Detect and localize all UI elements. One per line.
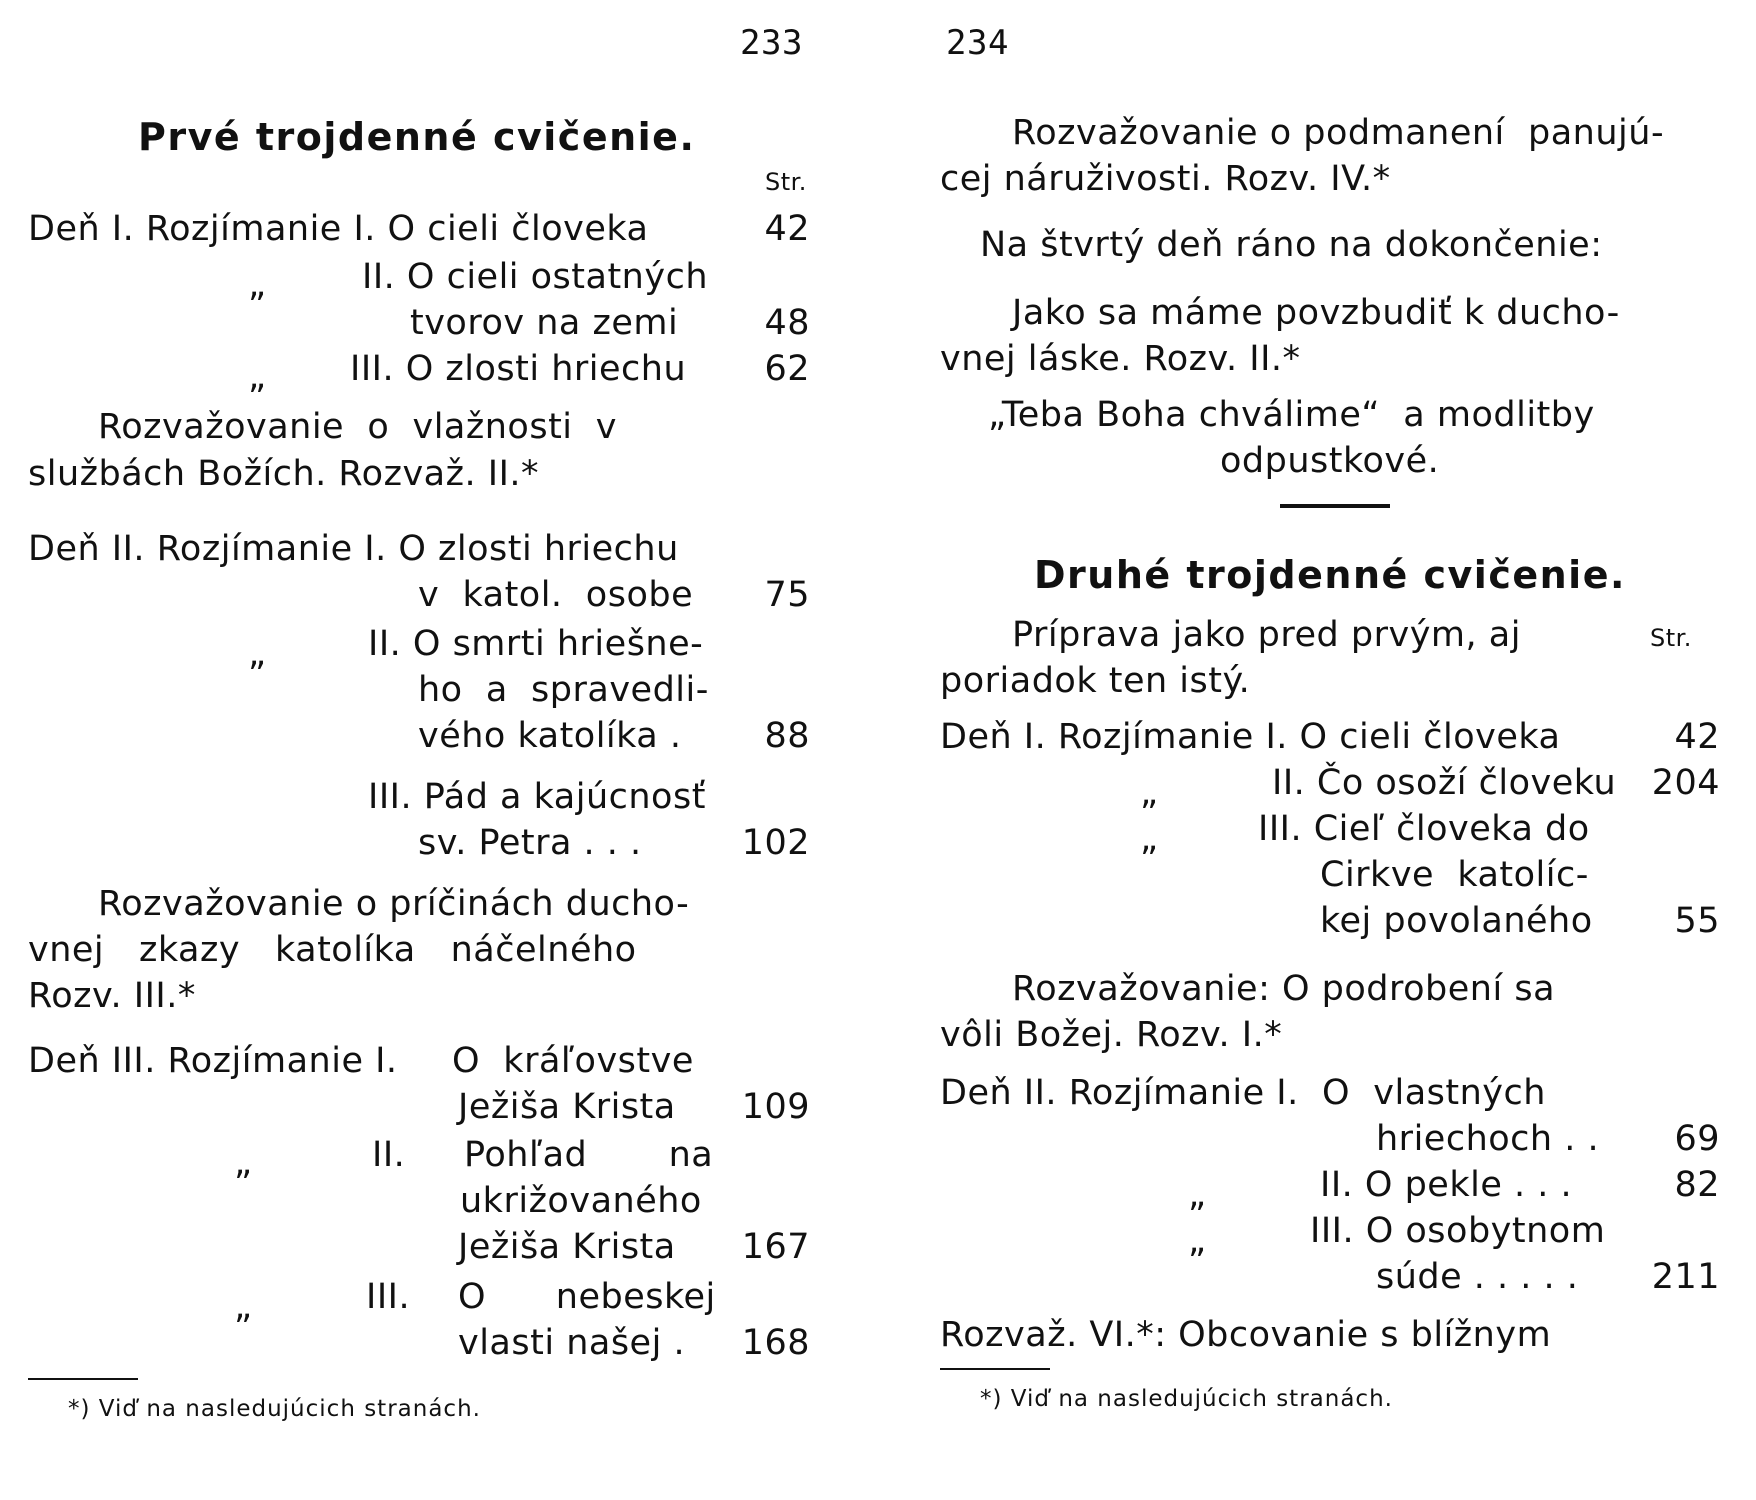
right-page-number: 234 <box>946 23 1009 63</box>
toc-line: II. O pekle . . . <box>1320 1165 1573 1205</box>
toc-line: Rozv. III.* <box>28 976 196 1016</box>
ditto-mark: „ <box>248 265 267 305</box>
toc-line: II. Čo osoží človeku <box>1272 763 1617 803</box>
toc-line: Deň II. Rozjímanie I. O vlastných <box>940 1073 1546 1113</box>
toc-line: III. O osobytnom <box>1310 1211 1606 1251</box>
toc-line: Deň III. Rozjímanie I. <box>28 1041 398 1081</box>
ditto-mark: „ <box>248 634 267 674</box>
toc-line: Na štvrtý deň ráno na dokončenie: <box>980 225 1603 265</box>
ditto-mark: „ <box>234 1287 253 1327</box>
toc-line: cej náruživosti. Rozv. IV.* <box>940 159 1391 199</box>
toc-line: sv. Petra . . . <box>418 823 642 863</box>
toc-line: „Teba Boha chválime“ a modlitby <box>988 395 1595 435</box>
toc-line: Rozvažovanie: O podrobení sa <box>1012 969 1556 1009</box>
footnote-rule <box>28 1378 138 1380</box>
right-heading: Druhé trojdenné cvičenie. <box>1034 553 1626 597</box>
right-footnote: *) Viď na nasledujúcich stranách. <box>980 1386 1393 1412</box>
toc-line: vôli Božej. Rozv. I.* <box>940 1015 1283 1055</box>
toc-line: Rozvažovanie o príčinách ducho- <box>98 884 690 924</box>
toc-page-number: 69 <box>1674 1119 1720 1159</box>
toc-line: vlasti našej . <box>458 1323 686 1363</box>
toc-page-number: 75 <box>764 575 810 615</box>
left-page-number: 233 <box>740 23 803 63</box>
toc-page-number: 55 <box>1674 901 1720 941</box>
toc-line: vnej láske. Rozv. II.* <box>940 339 1301 379</box>
footnote-rule <box>940 1368 1050 1370</box>
toc-page-number: 62 <box>764 349 810 389</box>
right-str-label: Str. <box>1650 624 1692 652</box>
toc-line: odpustkové. <box>1220 441 1440 481</box>
toc-line: Deň I. Rozjímanie I. O cieli človeka <box>940 717 1561 757</box>
toc-page-number: 42 <box>764 209 810 249</box>
toc-line: tvorov na zemi <box>410 303 679 343</box>
toc-line: Ježiša Krista <box>458 1227 676 1267</box>
toc-page-number: 168 <box>741 1323 810 1363</box>
toc-line: službách Božích. Rozvaž. II.* <box>28 454 540 494</box>
toc-line: III. Cieľ človeka do <box>1258 809 1590 849</box>
toc-line: Jako sa máme povzbudiť k ducho- <box>1012 293 1620 333</box>
toc-page-number: 42 <box>1674 717 1720 757</box>
left-str-label: Str. <box>765 168 807 196</box>
toc-line: O nebeskej <box>458 1277 716 1317</box>
ditto-mark: „ <box>1140 773 1159 813</box>
toc-line: Ježiša Krista <box>458 1087 676 1127</box>
toc-line: Pohľad na <box>464 1135 714 1175</box>
toc-line: poriadok ten istý. <box>940 661 1251 701</box>
toc-line: III. O zlosti hriechu <box>350 349 687 389</box>
ditto-mark: „ <box>1140 819 1159 859</box>
toc-line: II. <box>372 1135 406 1175</box>
ditto-mark: „ <box>1188 1221 1207 1261</box>
toc-line: ukrižovaného <box>460 1181 702 1221</box>
toc-page-number: 204 <box>1651 763 1720 803</box>
toc-line: súde . . . . . <box>1376 1257 1579 1297</box>
toc-line: III. Pád a kajúcnosť <box>368 777 706 817</box>
toc-line: ho a spravedli- <box>418 670 709 710</box>
left-footnote: *) Viď na nasledujúcich stranách. <box>68 1396 481 1422</box>
toc-line: Rozvažovanie o podmanení panujú- <box>1012 113 1665 153</box>
toc-line: II. O smrti hriešne- <box>368 624 704 664</box>
section-divider <box>1280 504 1390 508</box>
toc-page-number: 88 <box>764 716 810 756</box>
toc-page-number: 48 <box>764 303 810 343</box>
toc-line: II. O cieli ostatných <box>362 257 709 297</box>
toc-line: kej povolaného <box>1320 901 1593 941</box>
toc-page-number: 82 <box>1674 1165 1720 1205</box>
toc-line: Príprava jako pred prvým, aj <box>1012 615 1521 655</box>
toc-page-number: 109 <box>741 1087 810 1127</box>
toc-line: Cirkve katolíc- <box>1320 855 1589 895</box>
ditto-mark: „ <box>1188 1175 1207 1215</box>
toc-line: v katol. osobe <box>418 575 694 615</box>
toc-line: Deň I. Rozjímanie I. O cieli človeka <box>28 209 649 249</box>
toc-line: Rozvaž. VI.*: Obcovanie s blížnym <box>940 1315 1552 1355</box>
toc-page-number: 102 <box>741 823 810 863</box>
toc-line: O kráľovstve <box>452 1041 694 1081</box>
toc-line: vnej zkazy katolíka náčelného <box>28 930 637 970</box>
ditto-mark: „ <box>248 357 267 397</box>
toc-page-number: 167 <box>741 1227 810 1267</box>
left-heading: Prvé trojdenné cvičenie. <box>138 115 696 159</box>
ditto-mark: „ <box>234 1143 253 1183</box>
toc-line: Deň II. Rozjímanie I. O zlosti hriechu <box>28 529 679 569</box>
toc-page-number: 211 <box>1651 1257 1720 1297</box>
toc-line: III. <box>366 1277 411 1317</box>
toc-line: vého katolíka . <box>418 716 682 756</box>
toc-line: Rozvažovanie o vlažnosti v <box>98 407 617 447</box>
toc-line: hriechoch . . <box>1376 1119 1600 1159</box>
